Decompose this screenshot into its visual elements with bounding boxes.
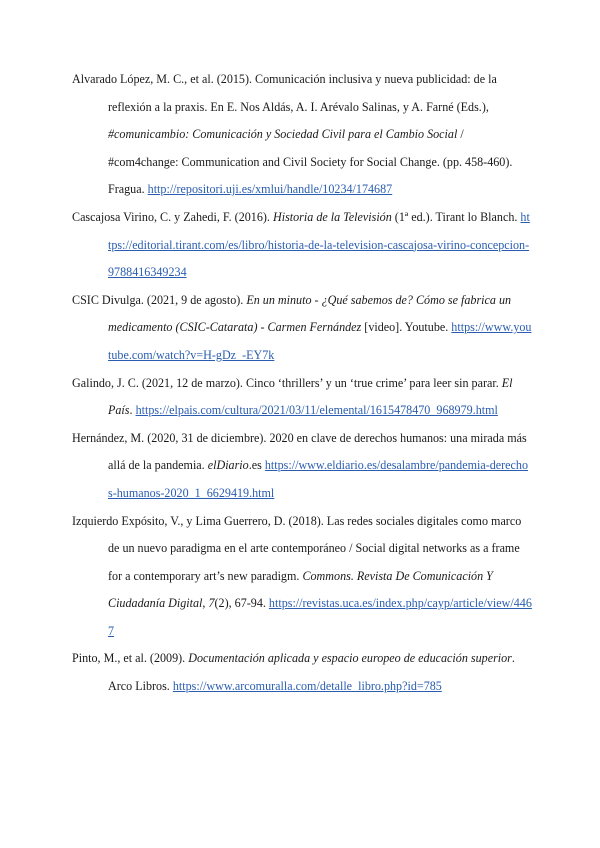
reference-link[interactable]: https://editorial.tirant.com/es/libro/historia-de-la-television-cascajosa-virino-concepcion-9788416349234 (108, 209, 530, 280)
reference-italic-text: 7 (208, 596, 215, 611)
reference-text: Galindo, J. C. (2021, 12 de marzo). Cinco ‘thrillers’ y un ‘true crime’ para leer sin parar. (72, 375, 502, 390)
reference-list (72, 66, 532, 701)
reference-text: (2), 67-94. (214, 596, 269, 611)
reference-entry (72, 66, 532, 204)
reference-text: Cascajosa Virino, C. y Zahedi, F. (2016). (72, 209, 273, 224)
reference-entry (72, 645, 532, 700)
reference-text: Hernández, M. (2020, 31 de diciembre). 2020 en clave de derechos humanos: una mirada más allá de la pandemia. (72, 430, 527, 473)
reference-link[interactable]: https://www.youtube.com/watch?v=H-gDz_-EY7k (108, 320, 532, 362)
reference-entry (72, 370, 532, 425)
reference-link[interactable]: https://www.eldiario.es/desalambre/pandemia-derechos-humanos-2020_1_6629419.html (108, 458, 529, 500)
reference-link[interactable]: https://www.arcomuralla.com/detalle_libro.php?id=785 (172, 679, 442, 694)
reference-link[interactable]: https://revistas.uca.es/index.php/cayp/article/view/4467 (108, 596, 532, 638)
reference-link[interactable]: https://elpais.com/cultura/2021/03/11/elemental/1615478470_968979.html (135, 403, 498, 418)
reference-text: (1ª ed.). Tirant lo Blanch. (391, 209, 521, 224)
reference-italic-text: Commons. Revista De Comunicación Y Ciudadanía Digital (108, 568, 493, 611)
reference-entry (72, 204, 532, 287)
reference-entry (72, 508, 532, 646)
reference-link[interactable]: http://repositori.uji.es/xmlui/handle/10234/174687 (147, 182, 393, 197)
reference-entry (72, 287, 532, 370)
reference-text: CSIC Divulga. (2021, 9 de agosto). (72, 292, 247, 307)
reference-italic-text: En un minuto - ¿Qué sabemos de? Cómo se fabrica un medicamento (CSIC-Catarata) - Carmen Fernández (108, 292, 512, 335)
reference-italic-text: Historia de la Televisión (272, 209, 392, 224)
reference-text: Alvarado López, M. C., et al. (2015). Comunicación inclusiva y nueva publicidad: de la reflexión a la praxis. En E. Nos Aldás, A. I. Arévalo Salinas, y A. Farné (Eds.), (72, 72, 497, 114)
reference-italic-text: El País (108, 375, 513, 418)
reference-text: . (129, 403, 136, 418)
reference-text: .es (248, 458, 265, 473)
reference-text: Pinto, M., et al. (2009). (72, 651, 189, 666)
reference-entry (72, 425, 532, 508)
reference-text: , (202, 596, 209, 611)
reference-italic-text: elDiario (207, 458, 249, 473)
reference-text: [video]. Youtube. (361, 320, 452, 335)
reference-italic-text: #comunicambio: Comunicación y Sociedad Civil para el Cambio Social (108, 127, 458, 142)
reference-text: Izquierdo Expósito, V., y Lima Guerrero, D. (2018). Las redes sociales digitales como marco de un nuevo paradigma en el arte contemporáneo / Social digital networks as a frame for a contemporary art’s new paradigm. (72, 513, 522, 583)
reference-italic-text: Documentación aplicada y espacio europeo de educación superior (188, 651, 512, 666)
reference-text: . Arco Libros. (108, 651, 515, 694)
reference-text: / #com4change: Communication and Civil Society for Social Change. (pp. 458-460). Fragua. (108, 127, 513, 197)
